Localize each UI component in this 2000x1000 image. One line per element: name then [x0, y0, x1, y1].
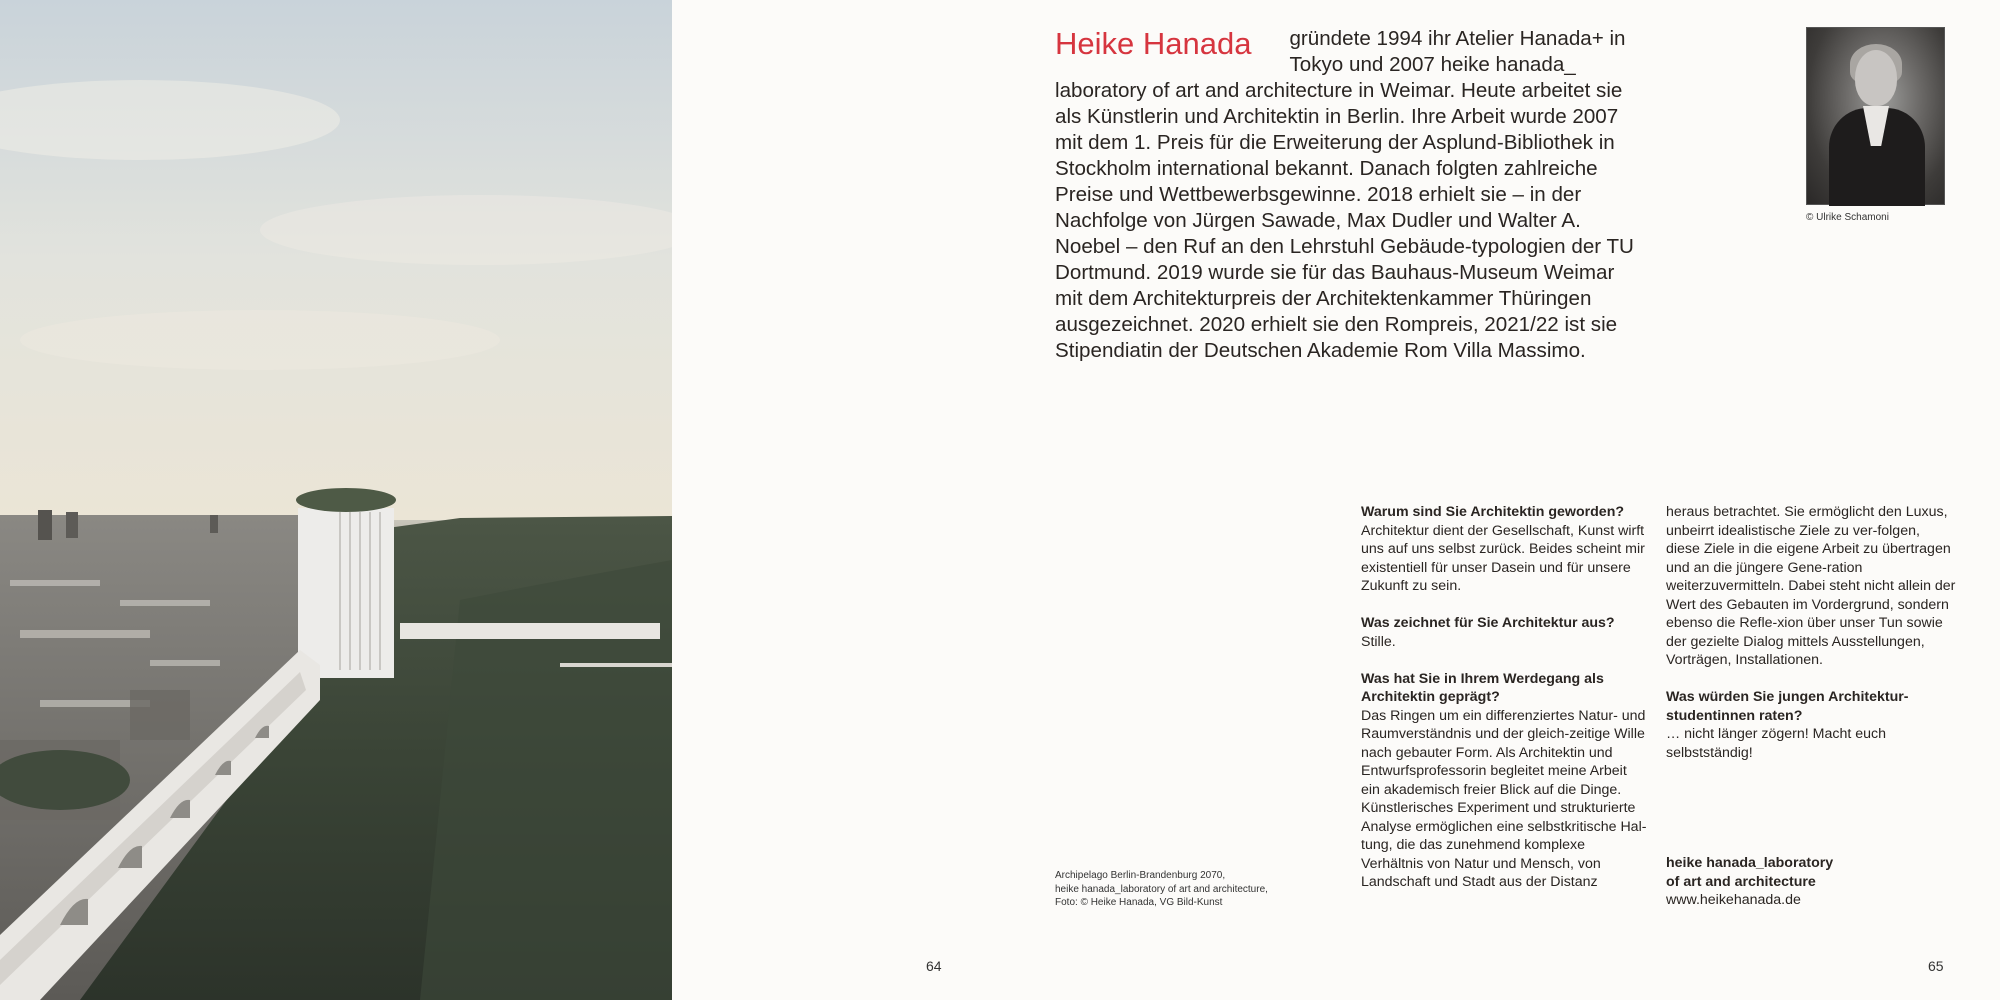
page-number-right: 65	[1928, 958, 1944, 974]
caption-line-2: heike hanada_laboratory of art and architecture,	[1055, 883, 1268, 895]
caption-line-3: Foto: © Heike Hanada, VG Bild-Kunst	[1055, 897, 1223, 908]
contact-website-link[interactable]: www.heikehanada.de	[1666, 892, 1801, 908]
qa-item	[1361, 614, 1647, 651]
portrait-photo	[1806, 27, 1945, 205]
question: Was hat Sie in Ihrem Werdegang als Architektin geprägt?	[1361, 670, 1604, 705]
photomontage-drawing	[0, 0, 672, 1000]
question: Warum sind Sie Architektin geworden?	[1361, 504, 1625, 520]
answer: … nicht länger zögern! Macht euch selbstständig!	[1666, 726, 1887, 761]
answer: Das Ringen um ein differenziertes Natur- und Raumverständnis und der gleich-zeitige Wille nach gebauter Form. Als Architektin und Entwurfsprofessorin begleitet meine Arbeit ein akademisch freier Blick auf die Dinge. Künstlerisches Experiment und strukturierte Analyse ermöglichen eine selbstkritische Hal-tung, die das zunehmend komplexe Verhältnis von Natur und Mensch, von Landschaft und Stadt aus der Distanz	[1361, 707, 1647, 890]
page-number-left: 64	[926, 958, 942, 974]
answer: Architektur dient der Gesellschaft, Kunst wirft uns auf uns selbst zurück. Beides scheint mir existentiell für unser Dasein und für unsere Zukunft zu sein.	[1361, 522, 1645, 594]
interview-column-2	[1666, 503, 1956, 762]
qa-item	[1361, 670, 1647, 892]
person-name: Heike Hanada	[1055, 26, 1252, 61]
contact-block	[1666, 854, 1833, 910]
portrait-face	[1855, 50, 1897, 106]
answer-continued: heraus betrachtet. Sie ermöglicht den Luxus, unbeirrt idealistische Ziele zu ver-folgen, diese Ziele in die eigene Arbeit zu übertragen und an die jüngere Gene-ration weiterzuvermitteln. Dabei steht nicht allein der Wert des Gebauten im Vordergrund, sondern ebenso die Refle-xion über unser Tun sowie der gezielte Dialog mittels Ausstellungen, Vorträgen, Installationen.	[1666, 504, 1956, 668]
contact-office-line-1: heike hanada_laboratory	[1666, 855, 1834, 871]
question: Was würden Sie jungen Architektur-studentinnen raten?	[1666, 689, 1909, 724]
image-caption	[1055, 869, 1268, 910]
portrait-credit: © Ulrike Schamoni	[1806, 212, 1889, 223]
biography	[1055, 26, 1645, 364]
question: Was zeichnet für Sie Architektur aus?	[1361, 615, 1615, 631]
contact-office-line-2: of art and architecture	[1666, 873, 1816, 890]
architecture-photomontage	[0, 0, 672, 1000]
answer: Stille.	[1361, 633, 1396, 650]
qa-item	[1666, 503, 1956, 670]
interview-column-1	[1361, 503, 1647, 892]
biography-text: gründete 1994 ihr Atelier Hanada+ in Tokyo und 2007 heike hanada_ laboratory of art and architecture in Weimar. Heute arbeitet sie als Künstlerin und Architektin in Berlin. Ihre Arbeit wurde 2007 mit dem 1. Preis für die Erweiterung der Asplund-Bibliothek in Stockholm international bekannt. Danach folgten zahlreiche Preise und Wettbewerbsgewinne. 2018 erhielt sie – in der Nachfolge von Jürgen Sawade, Max Dudler und Walter A. Noebel – den Ruf an den Lehrstuhl Gebäude-typologien der TU Dortmund. 2019 wurde sie für das Bauhaus-Museum Weimar mit dem Architekturpreis der Architektenkammer Thüringen ausgezeichnet. 2020 erhielt sie den Rompreis, 2021/22 ist sie Stipendiatin der Deutschen Akademie Rom Villa Massimo.	[1055, 27, 1634, 362]
caption-line-1: Archipelago Berlin-Brandenburg 2070,	[1055, 870, 1226, 881]
qa-item	[1666, 688, 1956, 762]
qa-item	[1361, 503, 1647, 596]
